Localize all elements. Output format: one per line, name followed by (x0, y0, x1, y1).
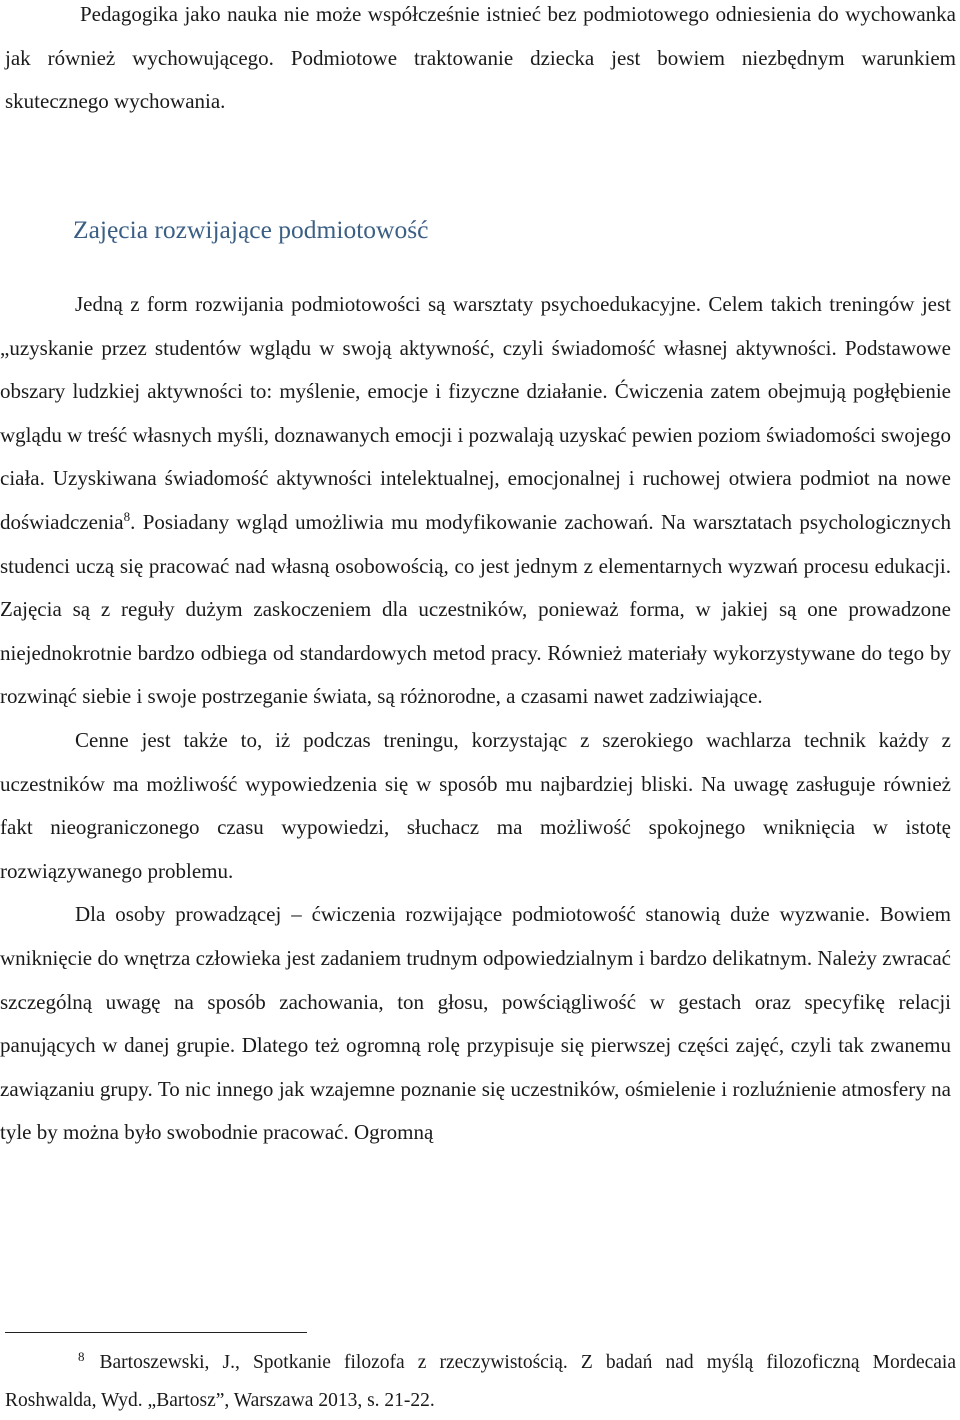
footnote-separator (5, 1332, 307, 1333)
paragraph-1-continuation: . Posiadany wgląd umożliwia mu modyfikowanie zachowań. Na warsztatach psychologicznych studenci uczą się pracować nad własną osobowością, co jest jednym z elementarnych wyzwań procesu edukacji. Zajęcia są z reguły dużym zaskoczeniem dla uczestników, ponieważ forma, w jakiej są one prowadzone niejednokrotnie bardzo odbiega od standardowych metod pracy. Również materiały wykorzystywane do tego by rozwinąć siebie i swoje postrzeganie świata, są różnorodne, a czasami nawet zadziwiające. (0, 509, 951, 709)
footnote (5, 1344, 956, 1420)
paragraph-2: Cenne jest także to, iż podczas treningu, korzystając z szerokiego wachlarza technik każdy z uczestników ma możliwość wypowiedzenia się w sposób mu najbardziej bliski. Na uwagę zasługuje również fakt nieograniczonego czasu wypowiedzi, słuchacz ma możliwość spokojnego wniknięcia w istotę rozwiązywanego problemu. (0, 727, 951, 883)
body-text (0, 283, 951, 1155)
paragraph-1 (0, 283, 951, 719)
paragraph-3: Dla osoby prowadzącej – ćwiczenia rozwijające podmiotowość stanowią duże wyzwanie. Bowiem wniknięcie do wnętrza człowieka jest zadaniem trudnym odpowiedzialnym i bardzo delikatnym. Należy zwracać szczególną uwagę na sposób zachowania, ton głosu, powściągliwość w gestach oraz specyfikę relacji panujących w danej grupie. Dlatego też ogromną rolę przypisuje się pierwszej części zajęć, czyli tak zwanemu zawiązaniu grupy. To nic innego jak wzajemne poznanie się uczestników, ośmielenie i rozluźnienie atmosfery na tyle by można było swobodnie pracować. Ogromną (0, 902, 951, 1145)
footnote-reference[interactable]: 8 (123, 508, 131, 524)
intro-paragraph: Pedagogika jako nauka nie może współcześnie istnieć bez podmiotowego odniesienia do wychowanka jak również wychowującego. Podmiotowe traktowanie dziecka jest bowiem niezbędnym warunkiem skutecznego wychowania. (5, 2, 956, 114)
footnote-number: 8 (78, 1348, 85, 1364)
section-heading: Zajęcia rozwijające podmiotowość (73, 215, 429, 244)
document-page (5, 0, 956, 124)
paragraph-1-text: Jedną z form rozwijania podmiotowości są warsztaty psychoedukacyjne. Celem takich treningów jest „uzyskanie przez studentów wglądu w swoją aktywność, czyli świadomość własnej aktywności. Podstawowe obszary ludzkiej aktywności to: myślenie, emocje i fizyczne działanie. Ćwiczenia zatem obejmują pogłębienie wglądu w treść własnych myśli, doznawanych emocji i pozwalają uzyskać pewien poziom świadomości swojego ciała. Uzyskiwana świadomość aktywności intelektualnej, emocjonalnej i ruchowej otwiera podmiot na nowe doświadczenia (0, 292, 951, 534)
footnote-text: Bartoszewski, J., Spotkanie filozofa z rzeczywistością. Z badań nad myślą filozoficzną Mordecaia Roshwalda, Wyd. „Bartosz”, Warszawa 2013, s. 21-22. (5, 1352, 956, 1411)
